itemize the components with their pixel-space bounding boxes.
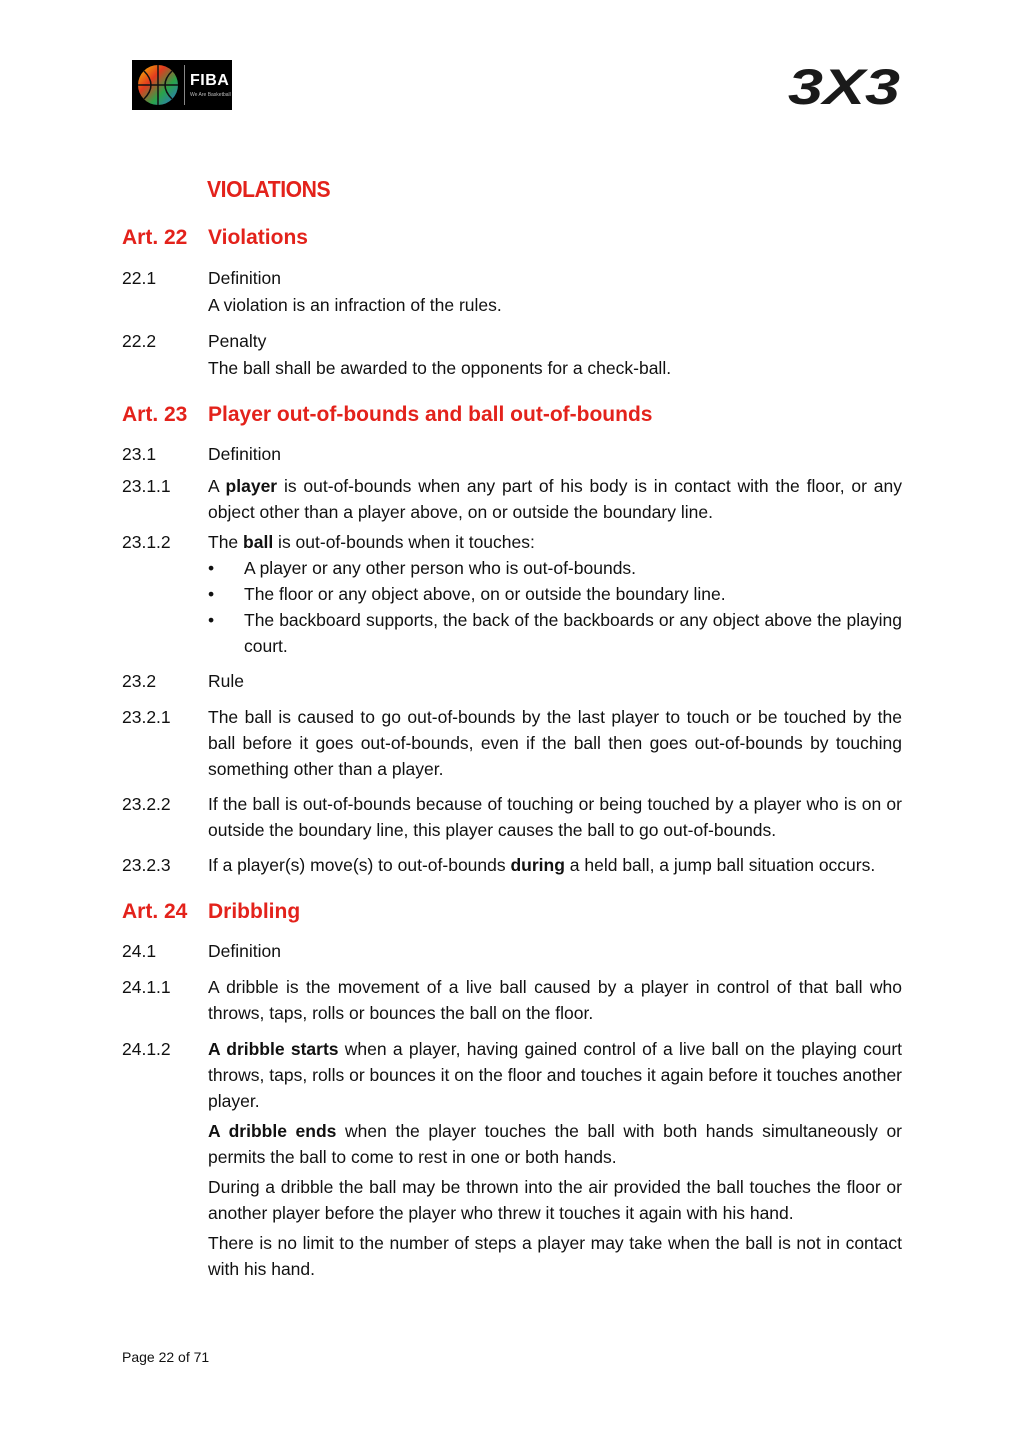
clause-number: 24.1 [122, 941, 157, 961]
clause-number: 23.1.1 [122, 476, 171, 496]
list-item: • The floor or any object above, on or outside the boundary line. [208, 584, 726, 604]
article-heading-23 [122, 403, 652, 427]
clause-text: If a player(s) move(s) to out-of-bounds during a held ball, a jump ball situation occurs. [208, 855, 876, 875]
basketball-icon [136, 63, 180, 107]
clause-text: A dribble is the movement of a live ball caused by a player in control of that ball who throws, taps, rolls or bounces the ball on the floor. [208, 977, 902, 1023]
clause-heading: Definition [208, 268, 281, 288]
list-item: • The backboard supports, the back of the backboards or any object above the playing court. [208, 610, 902, 656]
clause-text: A player is out-of-bounds when any part of his body is in contact with the floor, or any object other than a player above, on or outside the boundary line. [208, 476, 902, 522]
clause-heading: Definition [208, 941, 281, 961]
paragraph: A dribble starts when a player, having gained control of a live ball on the playing court throws, taps, rolls or bounces it on the floor and touches it again before it touches another player. [208, 1039, 903, 1111]
article-number: Art. 22 [122, 226, 188, 249]
page-number: Page 22 of 71 [122, 1349, 210, 1365]
logo-3x3-text: 3X3 [788, 60, 900, 112]
clause-number: 22.2 [122, 331, 157, 351]
paragraph: There is no limit to the number of steps a player may take when the ball is not in contact with his hand. [208, 1233, 902, 1279]
article-title: Player out-of-bounds and ball out-of-bounds [208, 403, 653, 426]
clause-number: 23.2.3 [122, 855, 171, 875]
clause-text: The ball shall be awarded to the opponents for a check-ball. [208, 358, 672, 378]
article-title: Dribbling [208, 900, 301, 923]
logo-divider [184, 65, 185, 105]
section-title: VIOLATIONS [207, 176, 331, 202]
clause-number: 24.1.1 [122, 977, 171, 997]
fiba-word: FIBA [190, 72, 230, 89]
clause-heading: Penalty [208, 331, 267, 351]
article-heading-22 [122, 226, 308, 250]
clause-number: 23.2.2 [122, 794, 171, 814]
list-item: • A player or any other person who is out-of-bounds. [208, 558, 637, 578]
fiba-tagline: We Are Basketball [190, 92, 231, 98]
paragraph: A dribble ends when the player touches the ball with both hands simultaneously or permits the ball to come to rest in one or both hands. [208, 1121, 902, 1167]
clause-number: 23.1.2 [122, 532, 171, 552]
clause-number: 24.1.2 [122, 1039, 171, 1059]
article-number: Art. 24 [122, 900, 188, 923]
article-heading-24 [122, 900, 300, 924]
clause-heading: Rule [208, 671, 244, 691]
fiba-logo [132, 60, 232, 110]
article-number: Art. 23 [122, 403, 188, 426]
clause-number: 23.1 [122, 444, 157, 464]
clause-text: If the ball is out-of-bounds because of touching or being touched by a player who is on or outside the boundary line, this player causes the ball to go out-of-bounds. [208, 794, 902, 840]
clause-number: 23.2.1 [122, 707, 171, 727]
clause-number: 23.2 [122, 671, 157, 691]
clause-text: A violation is an infraction of the rules. [208, 295, 502, 315]
clause-text: The ball is caused to go out-of-bounds by the last player to touch or be touched by the ball before it goes out-of-bounds, even if the ball then goes out-of-bounds by touching something other than a player. [208, 707, 902, 779]
logo-3x3 [788, 60, 900, 112]
paragraph: During a dribble the ball may be thrown into the air provided the ball touches the floor or another player before the player who threw it touches it again with his hand. [208, 1177, 902, 1223]
clause-text: The ball is out-of-bounds when it touches: [208, 532, 535, 552]
clause-heading: Definition [208, 444, 281, 464]
clause-number: 22.1 [122, 268, 157, 288]
bullet-list [208, 555, 902, 659]
article-title: Violations [208, 226, 308, 249]
fiba-wordmark [190, 72, 231, 98]
